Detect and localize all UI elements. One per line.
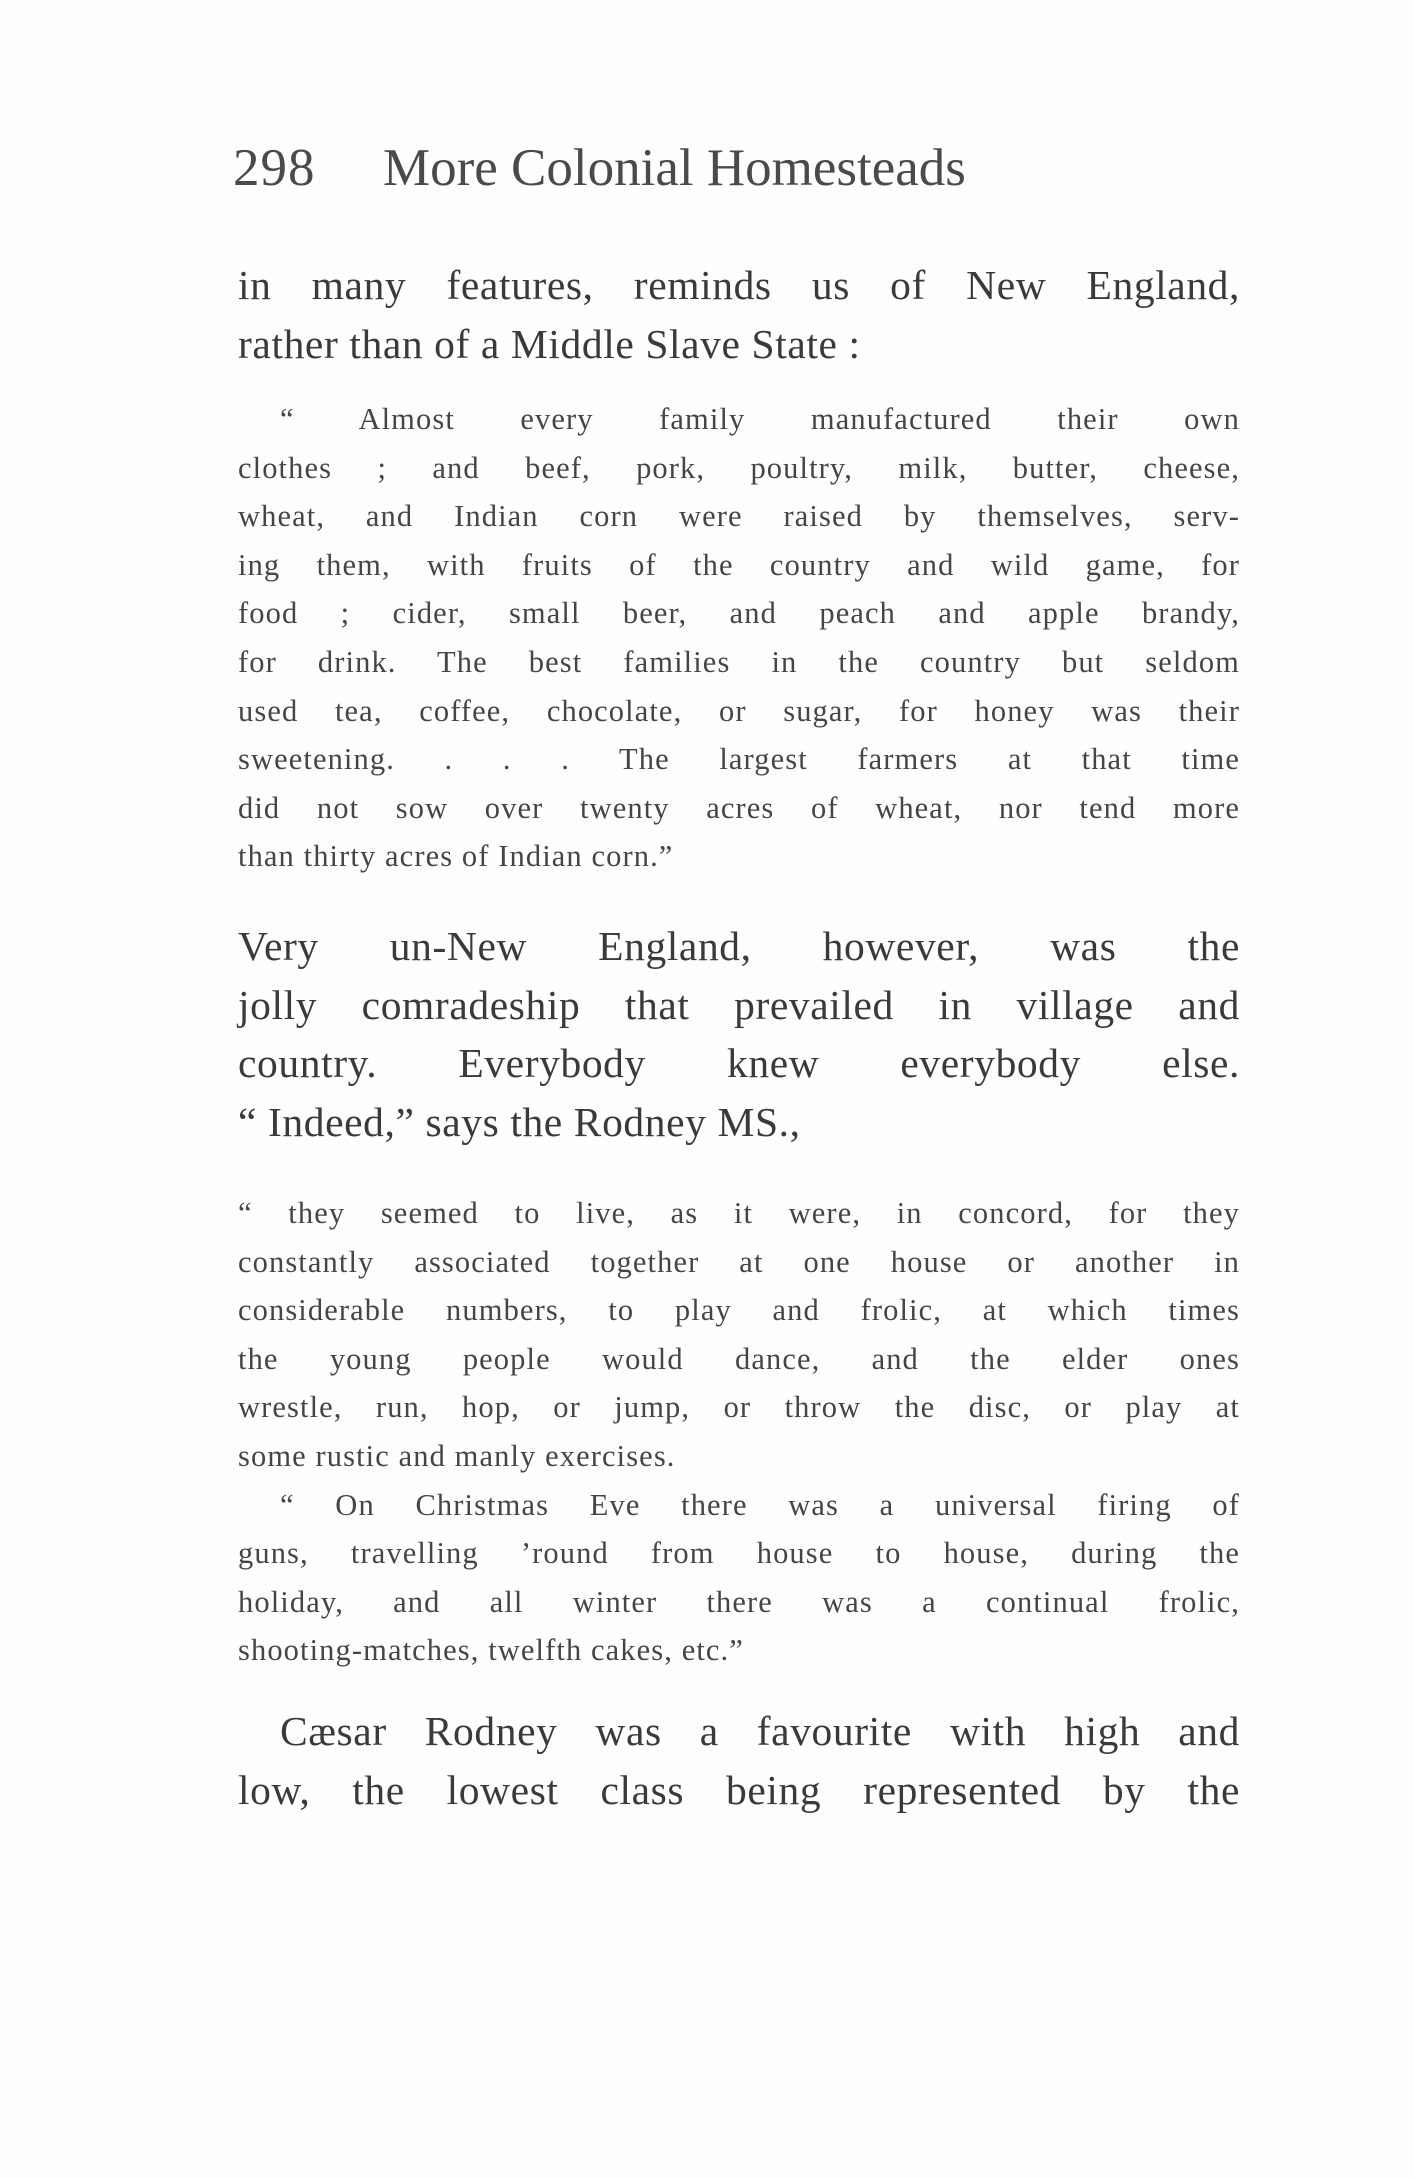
quote-line: sweetening. . . . The largest farmers at that time	[238, 742, 1240, 777]
running-title: More Colonial Homesteads	[383, 139, 966, 197]
quote-line: wheat, and Indian corn were raised by themselves, serv-	[238, 499, 1240, 534]
quote-line: used tea, coffee, chocolate, or sugar, for honey was their	[238, 693, 1240, 728]
text-line: jolly comradeship that prevailed in village and	[238, 981, 1240, 1028]
text-line: low, the lowest class being represented by the	[238, 1766, 1240, 1813]
quote-line: holiday, and all winter there was a continual frolic,	[238, 1584, 1240, 1619]
text-line: Cæsar Rodney was a favourite with high and	[280, 1708, 1240, 1754]
quote-line: constantly associated together at one house or another in	[238, 1244, 1240, 1279]
text-line: Very un-New England, however, was the	[238, 923, 1240, 969]
quote-line: the young people would dance, and the elder ones	[238, 1341, 1240, 1376]
text-line: in many features, reminds us of New England,	[238, 262, 1240, 308]
quote-line: guns, travelling ’round from house to house, during the	[238, 1536, 1240, 1571]
quote-line: did not sow over twenty acres of wheat, nor tend more	[238, 790, 1240, 825]
quote-line: shooting-matches, twelfth cakes, etc.”	[238, 1633, 744, 1668]
paragraph-comradeship	[238, 917, 1240, 1151]
quote-line: for drink. The best families in the country but seldom	[238, 644, 1240, 679]
quote-line: “ On Christmas Eve there was a universal firing of	[280, 1487, 1240, 1522]
quote-line: ing them, with fruits of the country and wild game, for	[238, 547, 1240, 582]
block-quote-family-life	[238, 395, 1240, 881]
block-quote-rodney-ms	[238, 1189, 1240, 1675]
quote-line: some rustic and manly exercises.	[238, 1438, 676, 1473]
page-header	[233, 133, 1233, 203]
text-line: “ Indeed,” says the Rodney MS.,	[238, 1098, 801, 1145]
quote-line: food ; cider, small beer, and peach and apple brandy,	[238, 596, 1240, 631]
quote-line: “ Almost every family manufactured their own	[280, 402, 1240, 436]
text-line: rather than of a Middle Slave State :	[238, 320, 861, 367]
quote-line: “ they seemed to live, as it were, in concord, for they	[238, 1196, 1240, 1230]
text-line: country. Everybody knew everybody else.	[238, 1040, 1240, 1086]
quote-line: considerable numbers, to play and frolic, at which times	[238, 1293, 1240, 1328]
paragraph-caesar-rodney	[238, 1702, 1240, 1819]
quote-line: clothes ; and beef, pork, poultry, milk, butter, cheese,	[238, 450, 1240, 485]
page-number: 298	[233, 139, 316, 197]
quote-line: wrestle, run, hop, or jump, or throw the disc, or play at	[238, 1390, 1240, 1425]
quote-line: than thirty acres of Indian corn.”	[238, 839, 674, 874]
paragraph-continuation	[238, 256, 1240, 373]
